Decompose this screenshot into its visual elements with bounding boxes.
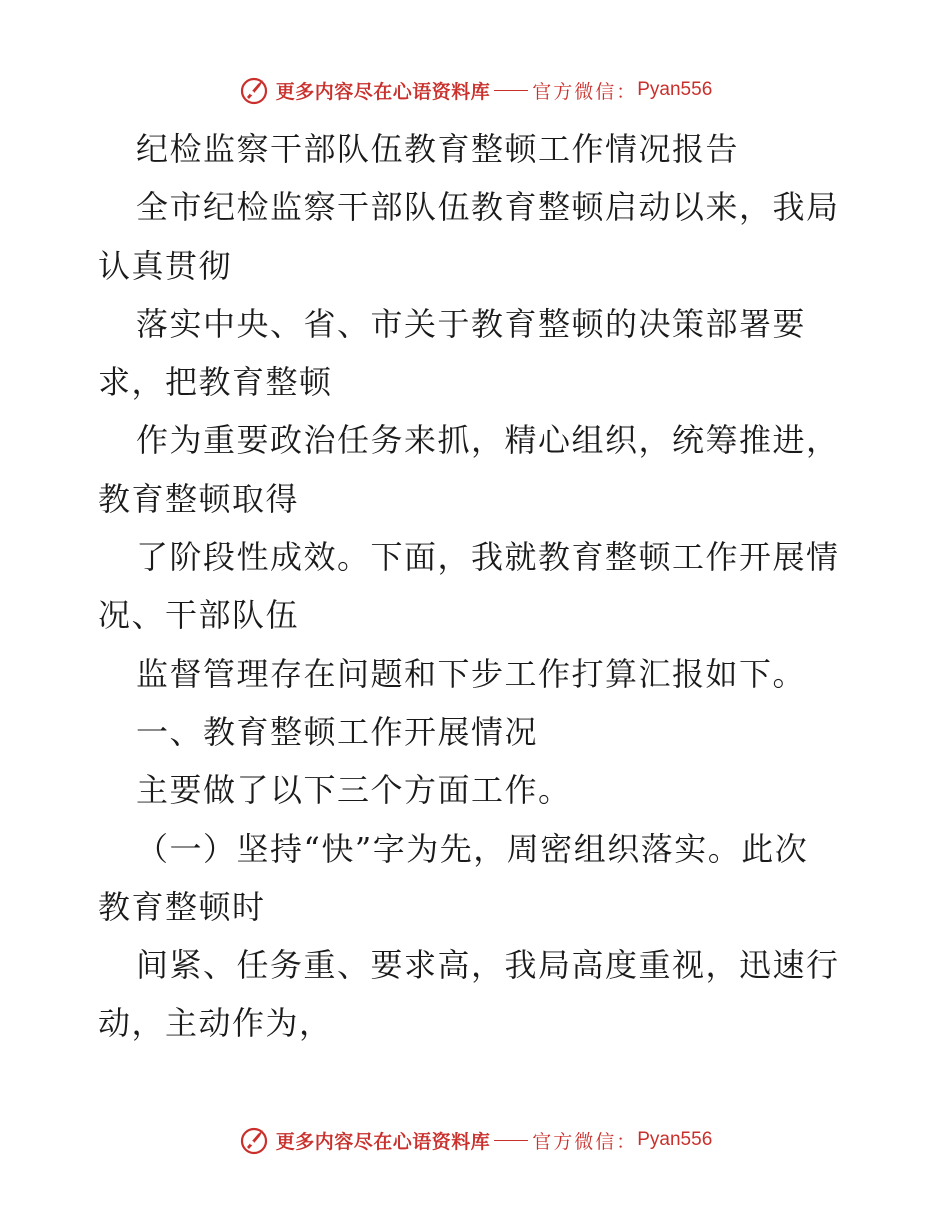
paragraph-line: 认真贯彻 xyxy=(98,246,233,285)
wechat-id: Pyan556 xyxy=(637,1129,713,1150)
site-name: 更多内容尽在心语资料库 xyxy=(275,80,491,103)
paragraph-line: 况、干部队伍 xyxy=(98,596,300,635)
paragraph-line: 作为重要政治任务来抓，精心组织，统筹推进， xyxy=(136,421,840,460)
paragraph-line: 监督管理存在问题和下步工作打算汇报如下。 xyxy=(136,654,807,693)
footer-banner xyxy=(0,1120,950,1160)
paragraph-line: 教育整顿时 xyxy=(98,887,266,926)
wechat-label: 官方微信： xyxy=(532,1130,638,1153)
paragraph-line: 求，把教育整顿 xyxy=(98,363,333,402)
document-body xyxy=(98,120,858,1053)
wechat-label: 官方微信： xyxy=(532,80,638,103)
subsection-heading: （一）坚持“快”字为先，周密组织落实。此次 xyxy=(136,829,809,868)
wechat-id: Pyan556 xyxy=(637,79,713,100)
paragraph-line: 主要做了以下三个方面工作。 xyxy=(136,771,572,810)
paragraph-line: 间紧、任务重、要求高，我局高度重视，迅速行 xyxy=(136,946,840,985)
header-banner xyxy=(0,70,950,110)
paragraph-line: 动，主动作为， xyxy=(98,1004,333,1043)
pen-nib-circle-icon xyxy=(238,74,270,106)
pen-nib-circle-icon xyxy=(238,1124,270,1156)
divider xyxy=(494,90,528,91)
paragraph-line: 全市纪检监察干部队伍教育整顿启动以来，我局 xyxy=(136,188,840,227)
site-name: 更多内容尽在心语资料库 xyxy=(275,1130,491,1153)
divider xyxy=(494,1140,528,1141)
paragraph-line: 了阶段性成效。下面，我就教育整顿工作开展情 xyxy=(136,538,840,577)
section-heading: 一、教育整顿工作开展情况 xyxy=(136,712,539,751)
paragraph-line: 落实中央、省、市关于教育整顿的决策部署要 xyxy=(136,304,807,343)
document-title: 纪检监察干部队伍教育整顿工作情况报告 xyxy=(136,130,740,168)
paragraph-line: 教育整顿取得 xyxy=(98,479,300,518)
